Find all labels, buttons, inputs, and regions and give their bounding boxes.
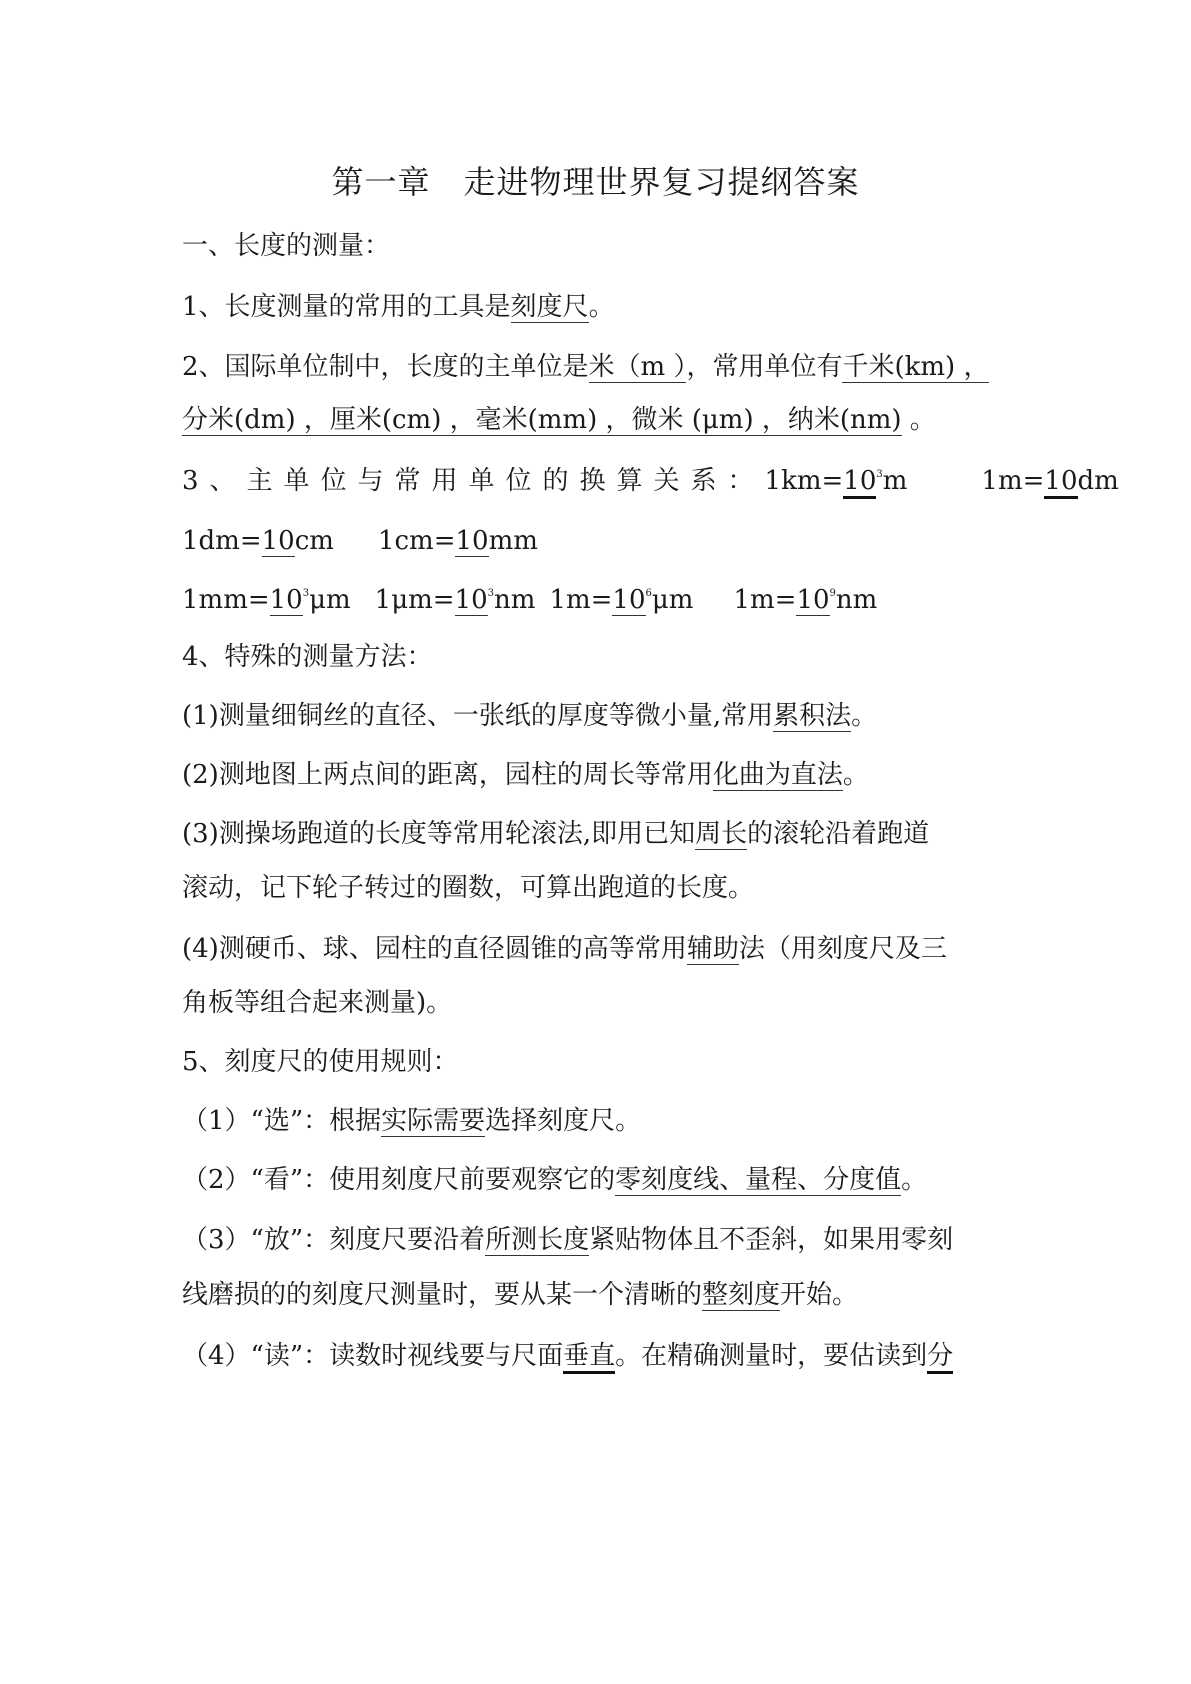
conv-nm-base: 10 <box>454 585 488 615</box>
conv-nm-exp: 3 <box>487 588 495 599</box>
method-1 <box>182 696 877 736</box>
conv-km-base: 10 <box>843 466 876 499</box>
rule-2 <box>182 1160 927 1200</box>
method-3-line-1 <box>182 814 929 854</box>
conv-um-label: 1mm= <box>182 585 270 615</box>
conv-m-um-label: 1m= <box>549 585 613 615</box>
item-3-text: 3、主单位与常用单位的换算关系： <box>182 466 765 496</box>
answer-measured-length: 所测长度 <box>485 1225 590 1255</box>
conv-km-label: 1km= <box>764 466 844 496</box>
item-3-line-2 <box>182 521 538 561</box>
answer-km: 千米(km) ， <box>842 352 990 382</box>
method-3-cont: 的滚轮沿着跑道 <box>747 819 930 849</box>
conv-um-base: 10 <box>269 585 303 615</box>
rule-3-line-2 <box>182 1275 858 1315</box>
item-2-text: 2、国际单位制中，长度的主单位是 <box>182 352 589 382</box>
conv-mm-label: 1cm= <box>377 526 456 556</box>
answer-perimeter: 周长 <box>695 819 748 849</box>
item-2-end: 。 <box>901 405 936 435</box>
answer-curve-to-line: 化曲为直法 <box>712 760 843 790</box>
answer-accumulation: 累积法 <box>773 701 852 731</box>
rule-1-text: （1）“选”：根据 <box>182 1106 382 1136</box>
conv-km-unit: m <box>882 466 908 496</box>
answer-whole-mark: 整刻度 <box>702 1280 781 1310</box>
item-2-line-1 <box>182 347 989 387</box>
conv-dm-base: 10 <box>1044 466 1077 499</box>
item-2-line-2 <box>182 400 936 440</box>
method-4-cont: 法（用刻度尺及三 <box>738 934 947 964</box>
method-2-end: 。 <box>842 760 869 790</box>
method-4-line-2: 角板等组合起来测量)。 <box>182 988 453 1018</box>
conv-m-um-base: 10 <box>612 585 646 615</box>
rule-4-text: （4）“读”：读数时视线要与尺面 <box>182 1341 564 1371</box>
item-3-line-3 <box>182 580 877 620</box>
method-2-text: (2)测地图上两点间的距离，园柱的周长等常用 <box>182 760 713 790</box>
conv-m-nm-label: 1m= <box>733 585 797 615</box>
item-1 <box>182 287 615 327</box>
conv-m-um-unit: μm <box>651 585 694 615</box>
item-1-end: 。 <box>588 292 615 322</box>
method-4-text: (4)测硬币、球、园柱的直径圆锥的高等常用 <box>182 934 687 964</box>
item-1-text: 1、长度测量的常用的工具是 <box>182 292 511 322</box>
answer-units: 分米(dm) ，厘米(cm) ，毫米(mm) ，微米 (μm) ，纳米(nm) <box>182 405 902 435</box>
answer-meter: 米（m ） <box>588 352 687 382</box>
answer-auxiliary: 辅助 <box>686 934 739 964</box>
rule-2-text: （2）“看”：使用刻度尺前要观察它的 <box>182 1165 616 1195</box>
answer-zero-range-division: 零刻度线、量程、分度值 <box>615 1165 902 1195</box>
conv-um-unit: μm <box>309 585 351 615</box>
method-2 <box>182 755 869 795</box>
answer-perpendicular: 垂直 <box>563 1341 615 1374</box>
conv-mm-unit: mm <box>488 526 538 556</box>
conv-km-exp: 3 <box>876 469 883 480</box>
conv-m-um-exp: 6 <box>645 588 652 599</box>
conv-cm-label: 1dm= <box>182 526 262 556</box>
item-5-heading: 5、刻度尺的使用规则： <box>182 1047 459 1077</box>
page-title: 第一章 走进物理世界复习提纲答案 <box>331 163 860 201</box>
conv-dm-label: 1m= <box>981 466 1045 496</box>
method-3-text: (3)测操场跑道的长度等常用轮滚法,即用已知 <box>182 819 696 849</box>
rule-1 <box>182 1101 641 1141</box>
method-1-text: (1)测量细铜丝的直径、一张纸的厚度等微小量,常用 <box>182 701 774 731</box>
item-3-line-1 <box>182 461 1119 501</box>
section-heading-length: 一、长度的测量： <box>182 231 391 261</box>
conv-m-nm-exp: 9 <box>829 588 836 599</box>
rule-4 <box>182 1336 953 1376</box>
rule-4-cont: 。在精确测量时，要估读到 <box>615 1341 928 1371</box>
conv-um-exp: 3 <box>302 588 310 599</box>
conv-m-nm-unit: nm <box>835 585 878 615</box>
method-4-line-1 <box>182 929 947 969</box>
conv-dm-unit: dm <box>1077 466 1119 496</box>
conv-m-nm-base: 10 <box>796 585 830 615</box>
answer-actual-need: 实际需要 <box>381 1106 486 1136</box>
rule-1-end: 选择刻度尺。 <box>485 1106 642 1136</box>
conv-mm-base: 10 <box>455 526 489 556</box>
answer-division-partial: 分 <box>927 1341 953 1374</box>
conv-cm-base: 10 <box>261 526 295 556</box>
rule-3b-end: 开始。 <box>780 1280 859 1310</box>
conv-nm-label: 1μm= <box>374 585 455 615</box>
rule-3-text: （3）“放”：刻度尺要沿着 <box>182 1225 486 1255</box>
method-1-end: 。 <box>851 701 878 731</box>
conv-nm-unit: nm <box>494 585 536 615</box>
conv-cm-unit: cm <box>294 526 334 556</box>
rule-2-end: 。 <box>901 1165 928 1195</box>
method-3-line-2: 滚动，记下轮子转过的圈数，可算出跑道的长度。 <box>182 873 755 903</box>
rule-3-cont: 紧贴物体且不歪斜，如果用零刻 <box>589 1225 954 1255</box>
rule-3-line-1 <box>182 1220 953 1260</box>
item-2-mid: ，常用单位有 <box>686 352 843 382</box>
rule-3b-text: 线磨损的的刻度尺测量时，要从某一个清晰的 <box>182 1280 703 1310</box>
answer-ruler: 刻度尺 <box>510 292 589 322</box>
item-4-heading: 4、特殊的测量方法： <box>182 642 433 672</box>
